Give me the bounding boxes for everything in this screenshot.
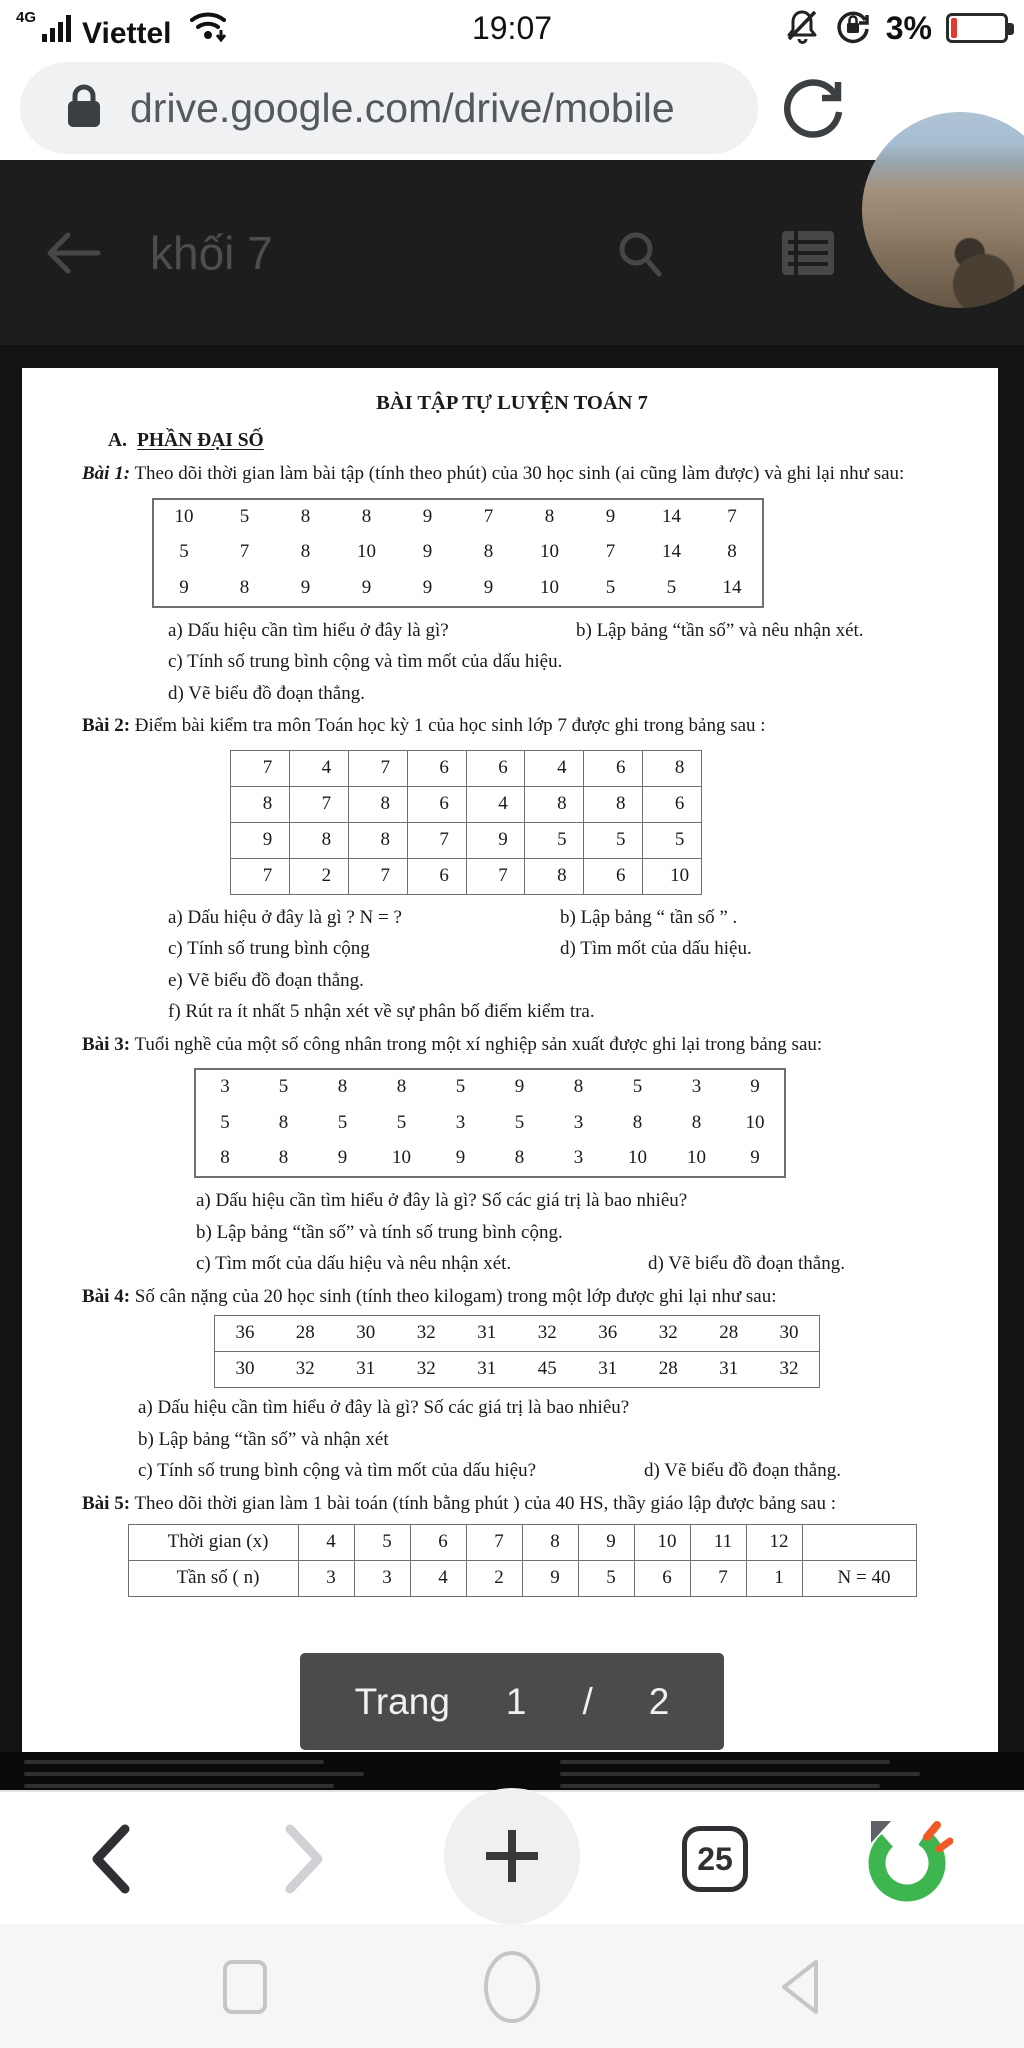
table-cell: 5: [278, 1076, 289, 1098]
table-cell: Tần số ( n): [129, 1561, 299, 1597]
table-cell: 5: [179, 541, 189, 563]
exercise-table: [128, 1524, 917, 1597]
table-cell: 9: [337, 1147, 348, 1169]
table-cell: 3: [220, 1076, 230, 1098]
table-cell: 8: [525, 786, 584, 822]
table-cell: 9: [466, 822, 525, 858]
question-item: f) Rút ra ít nhất 5 nhận xét về sự phân bố điểm kiểm tra.: [168, 1001, 595, 1022]
question-item: b) Lập bảng “ tần số ” .: [560, 906, 738, 928]
section-title: PHẦN ĐẠI SỐ: [136, 429, 264, 451]
table-cell: 6: [407, 750, 466, 786]
exercise-label: Bài 3:: [82, 1033, 131, 1055]
new-tab-button[interactable]: [444, 1792, 580, 1926]
table-cell: 3: [573, 1111, 584, 1133]
exercise-2: [82, 712, 942, 1027]
question-item: b) Lập bảng “tần số” và nhận xét: [138, 1428, 389, 1450]
table-cell: 30: [215, 1352, 276, 1388]
table-cell: [803, 1525, 917, 1561]
table-cell: 8: [220, 1147, 230, 1169]
table-cell: 31: [699, 1352, 760, 1388]
table-cell: 4: [299, 1525, 355, 1561]
table-cell: 8: [525, 858, 584, 894]
table-cell: 8: [483, 541, 494, 563]
table-cell: 10: [174, 505, 194, 527]
question-item-line: [82, 904, 942, 933]
question-item: c) Tính số trung bình cộng và tìm mốt của dấu hiệu?: [138, 1460, 537, 1481]
battery-icon: [946, 13, 1008, 43]
table-cell: 32: [658, 1322, 678, 1344]
exercise-intro: [82, 1490, 942, 1519]
exercise-table: [194, 1068, 786, 1178]
table-cell: 10: [643, 858, 702, 894]
table-cell: 9: [514, 1076, 525, 1098]
table-cell: 8: [584, 786, 643, 822]
table-cell: 8: [278, 1147, 289, 1169]
status-clock: 19:07: [471, 9, 553, 46]
table-cell: 10: [635, 1525, 691, 1561]
table-row: [129, 1561, 917, 1597]
network-type-label: 4G: [16, 8, 37, 26]
table-cell: 32: [537, 1322, 557, 1344]
table-cell: 8: [300, 505, 311, 527]
table-row: [153, 535, 763, 571]
browser-address-row: [0, 56, 1024, 160]
exercise-1: [82, 460, 942, 708]
table-cell: 9: [422, 541, 433, 563]
table-cell: 3: [573, 1147, 584, 1169]
question-item-line: [82, 617, 942, 646]
table-cell: 9: [179, 576, 189, 598]
table-cell: 4: [466, 786, 525, 822]
table-cell: 5: [525, 822, 584, 858]
table-row: [231, 750, 702, 786]
table-cell: 28: [638, 1352, 699, 1388]
table-cell: 6: [584, 750, 643, 786]
exercise-3: [82, 1031, 942, 1279]
table-cell: 14: [662, 541, 681, 563]
tab-switcher-button[interactable]: [675, 1792, 755, 1926]
table-cell: 5: [579, 1561, 635, 1597]
question-item: a) Dấu hiệu cần tìm hiểu ở đây là gì?: [168, 619, 449, 641]
table-cell: 9: [750, 1076, 760, 1098]
document-title: BÀI TẬP TỰ LUYỆN TOÁN 7: [376, 392, 648, 414]
table-cell: 7: [467, 1525, 523, 1561]
browser-toolbar: [0, 1790, 1024, 1924]
question-item-line: [82, 1457, 942, 1486]
table-cell: 31: [336, 1352, 397, 1388]
table-cell: 8: [514, 1147, 525, 1169]
back-arrow-button[interactable]: [44, 231, 102, 275]
question-item-line: [82, 680, 942, 709]
table-cell: 7: [466, 858, 525, 894]
table-cell: 8: [348, 786, 407, 822]
table-cell: 6: [407, 786, 466, 822]
address-bar[interactable]: [20, 62, 758, 154]
table-cell: 28: [295, 1322, 315, 1344]
table-row: [195, 1069, 785, 1105]
table-cell: 8: [573, 1076, 584, 1098]
android-back-button[interactable]: [738, 1924, 858, 2048]
table-row: [129, 1525, 917, 1561]
question-item: a) Dấu hiệu ở đây là gì ? N = ?: [168, 906, 402, 928]
exercise-5: [82, 1490, 942, 1598]
table-cell: 8: [691, 1111, 702, 1133]
next-page-dimmed-preview: [0, 1752, 1024, 1790]
table-cell: 7: [289, 786, 348, 822]
table-cell: 7: [407, 822, 466, 858]
nav-back-button[interactable]: [70, 1792, 150, 1926]
question-item-line: [82, 1219, 942, 1248]
table-cell: 10: [392, 1147, 411, 1169]
table-cell: 8: [643, 750, 702, 786]
table-row: [231, 786, 702, 822]
question-item-line: [82, 935, 942, 964]
question-item-line: [82, 998, 942, 1027]
table-cell: 7: [231, 858, 290, 894]
table-cell: 9: [605, 505, 616, 527]
table-cell: 31: [578, 1352, 639, 1388]
table-cell: 4: [525, 750, 584, 786]
question-item: c) Tìm mốt của dấu hiệu và nêu nhận xét.: [196, 1253, 512, 1274]
section-label: A.: [108, 429, 127, 451]
refresh-button[interactable]: [778, 72, 850, 144]
notifications-muted-icon: [784, 8, 820, 49]
table-cell: 12: [747, 1525, 803, 1561]
table-row: [215, 1352, 820, 1388]
recents-button[interactable]: [185, 1924, 305, 2048]
exercise-intro: [82, 1283, 942, 1312]
table-cell: 8: [632, 1111, 643, 1133]
exercise-text: Theo dõi thời gian làm bài tập (tính theo phút) của 30 học sinh (ai cũng làm được) và ghi lại như sau:: [130, 463, 905, 484]
table-cell: 31: [457, 1352, 518, 1388]
table-row: [231, 858, 702, 894]
table-cell: 9: [231, 822, 290, 858]
file-title: khối 7: [150, 226, 273, 279]
table-cell: 8: [361, 505, 372, 527]
coccoc-menu-button[interactable]: [855, 1792, 955, 1926]
table-cell: 5: [355, 1525, 411, 1561]
exercise-text: Số cân nặng của 20 học sinh (tính theo kilogam) trong một lớp được ghi lại như sau:: [130, 1285, 777, 1307]
question-item-line: [82, 967, 942, 996]
exercise-table: [214, 1315, 820, 1388]
exercise-table: [152, 498, 764, 608]
table-cell: 9: [455, 1147, 466, 1169]
table-cell: 5: [514, 1111, 525, 1133]
table-cell: 45: [517, 1352, 578, 1388]
table-cell: 36: [598, 1322, 618, 1344]
table-cell: 10: [357, 541, 376, 563]
exercise-label: Bài 1:: [82, 463, 131, 484]
table-cell: 9: [422, 576, 433, 598]
exercise-label: Bài 4:: [82, 1285, 131, 1307]
table-cell: 5: [605, 576, 616, 598]
table-cell: 7: [605, 541, 616, 563]
question-item: d) Vẽ biểu đồ đoạn thẳng.: [168, 682, 365, 704]
home-button[interactable]: [452, 1924, 572, 2048]
table-cell: 9: [579, 1525, 635, 1561]
question-item: c) Tính số trung bình cộng và tìm mốt của dấu hiệu.: [168, 651, 563, 672]
table-cell: 5: [666, 576, 677, 598]
table-cell: 14: [662, 505, 681, 527]
question-item: e) Vẽ biểu đồ đoạn thẳng.: [168, 969, 364, 991]
document-page[interactable]: [22, 368, 998, 1752]
carrier-label: Viettel: [82, 16, 172, 50]
table-cell: 7: [691, 1561, 747, 1597]
table-cell: 7: [727, 505, 737, 527]
table-cell: 3: [299, 1561, 355, 1597]
table-row: [153, 499, 763, 535]
table-cell: 14: [722, 576, 742, 598]
table-cell: 9: [483, 576, 494, 598]
table-cell: 3: [355, 1561, 411, 1597]
question-item: d) Tìm mốt của dấu hiệu.: [560, 938, 752, 959]
exercise-text: Theo dõi thời gian làm 1 bài toán (tính bằng phút ) của 40 HS, thầy giáo lập được bảng sau :: [130, 1492, 837, 1514]
question-item: d) Vẽ biểu đồ đoạn thẳng.: [648, 1253, 845, 1274]
table-cell: 6: [643, 786, 702, 822]
question-item-line: [82, 1394, 942, 1423]
question-item: a) Dấu hiệu cần tìm hiểu ở đây là gì? Số các giá trị là bao nhiêu?: [196, 1190, 688, 1211]
table-row: [195, 1105, 785, 1141]
table-cell: 2: [289, 858, 348, 894]
table-cell: Thời gian (x): [129, 1525, 299, 1561]
exercise-intro: [82, 460, 942, 489]
search-button[interactable]: [614, 227, 666, 279]
table-cell: 5: [239, 505, 250, 527]
question-item: d) Vẽ biểu đồ đoạn thẳng.: [644, 1460, 841, 1481]
question-item-line: [82, 648, 942, 677]
table-cell: 8: [231, 786, 290, 822]
question-item-line: [82, 1426, 942, 1455]
question-item-line: [82, 1250, 942, 1279]
exercise-intro: [82, 712, 942, 741]
table-cell: 5: [396, 1111, 407, 1133]
table-cell: 32: [759, 1352, 820, 1388]
tab-count-badge: 25: [682, 1826, 748, 1892]
table-cell: 7: [483, 505, 494, 527]
table-cell: 6: [466, 750, 525, 786]
page-indicator-separator: /: [582, 1680, 593, 1722]
table-row: [215, 1316, 820, 1352]
exercise-label: Bài 5:: [82, 1492, 131, 1514]
table-cell: N = 40: [803, 1561, 917, 1597]
table-cell: 8: [727, 541, 737, 563]
table-row: [195, 1141, 785, 1177]
question-item: b) Lập bảng “tần số” và nêu nhận xét.: [576, 619, 864, 641]
coccoc-logo-icon: [857, 1811, 953, 1907]
table-cell: 2: [467, 1561, 523, 1597]
exercise-table: [230, 750, 702, 895]
table-cell: 8: [396, 1076, 407, 1098]
table-cell: 32: [416, 1322, 436, 1344]
exercise-text: Tuổi nghề của một số công nhân trong một xí nghiệp sản xuất được ghi lại trong bảng sau:: [130, 1033, 823, 1055]
table-cell: 7: [239, 541, 250, 563]
document-viewer: [0, 345, 1024, 1790]
nav-forward-button[interactable]: [265, 1792, 345, 1926]
table-cell: 5: [220, 1111, 230, 1133]
table-cell: 4: [289, 750, 348, 786]
new-tab-plus-circle: [444, 1788, 580, 1924]
battery-level-fill: [951, 18, 957, 38]
question-item: b) Lập bảng “tần số” và tính số trung bình cộng.: [196, 1221, 563, 1243]
question-item-line: [82, 1187, 942, 1216]
exercise-4: [82, 1283, 942, 1486]
table-cell: 30: [779, 1322, 799, 1344]
list-view-button[interactable]: [780, 229, 836, 277]
table-cell: 8: [278, 1111, 289, 1133]
table-cell: 5: [584, 822, 643, 858]
table-cell: 7: [348, 750, 407, 786]
table-cell: 6: [635, 1561, 691, 1597]
table-cell: 9: [361, 576, 372, 598]
table-cell: 8: [289, 822, 348, 858]
document-section-heading: [82, 426, 942, 455]
table-cell: 10: [628, 1147, 647, 1169]
table-cell: 30: [356, 1322, 376, 1344]
table-cell: 8: [523, 1525, 579, 1561]
table-cell: 7: [348, 858, 407, 894]
table-cell: 8: [337, 1076, 348, 1098]
table-cell: 8: [544, 505, 555, 527]
exercise-intro: [82, 1031, 942, 1060]
table-cell: 3: [691, 1076, 702, 1098]
table-cell: 6: [584, 858, 643, 894]
table-cell: 10: [540, 541, 559, 563]
table-cell: 32: [275, 1352, 336, 1388]
question-item: c) Tính số trung bình cộng: [168, 938, 370, 959]
table-cell: 6: [411, 1525, 467, 1561]
table-cell: 10: [687, 1147, 706, 1169]
table-cell: 8: [300, 541, 311, 563]
table-cell: 9: [750, 1147, 760, 1169]
table-cell: 5: [632, 1076, 643, 1098]
table-cell: 10: [540, 576, 559, 598]
lock-icon[interactable]: [66, 83, 102, 134]
status-right: [784, 7, 1008, 50]
table-cell: 4: [411, 1561, 467, 1597]
table-cell: 36: [235, 1322, 255, 1344]
battery-percent-label: 3%: [885, 9, 932, 46]
table-cell: 11: [691, 1525, 747, 1561]
table-cell: 5: [455, 1076, 466, 1098]
table-cell: 7: [231, 750, 290, 786]
page-indicator-label: Trang: [354, 1680, 450, 1722]
table-cell: 5: [337, 1111, 348, 1133]
table-cell: 8: [348, 822, 407, 858]
page-indicator: [300, 1653, 724, 1750]
table-cell: 9: [422, 505, 433, 527]
table-cell: 8: [239, 576, 250, 598]
question-item: a) Dấu hiệu cần tìm hiểu ở đây là gì? Số các giá trị là bao nhiêu?: [138, 1397, 630, 1418]
table-cell: 9: [523, 1561, 579, 1597]
exercise-text: Điểm bài kiểm tra môn Toán học kỳ 1 của học sinh lớp 7 được ghi trong bảng sau :: [130, 715, 766, 736]
table-cell: 10: [745, 1111, 765, 1133]
table-row: [231, 822, 702, 858]
table-cell: 28: [719, 1322, 739, 1344]
exercise-list: [82, 460, 942, 1597]
table-cell: 3: [455, 1111, 466, 1133]
table-cell: 32: [396, 1352, 457, 1388]
table-cell: 5: [643, 822, 702, 858]
exercise-label: Bài 2:: [82, 715, 131, 736]
page-indicator-total: 2: [648, 1680, 670, 1722]
page-indicator-current: 1: [505, 1680, 527, 1722]
android-nav-bar: [0, 1924, 1024, 2048]
table-cell: 9: [300, 576, 311, 598]
rotation-lock-icon: [834, 7, 872, 50]
url-text[interactable]: drive.google.com/drive/mobile: [130, 84, 675, 131]
table-cell: 31: [477, 1322, 497, 1344]
table-row: [153, 571, 763, 607]
table-cell: 6: [407, 858, 466, 894]
table-cell: 1: [747, 1561, 803, 1597]
status-bar: [0, 0, 1024, 56]
